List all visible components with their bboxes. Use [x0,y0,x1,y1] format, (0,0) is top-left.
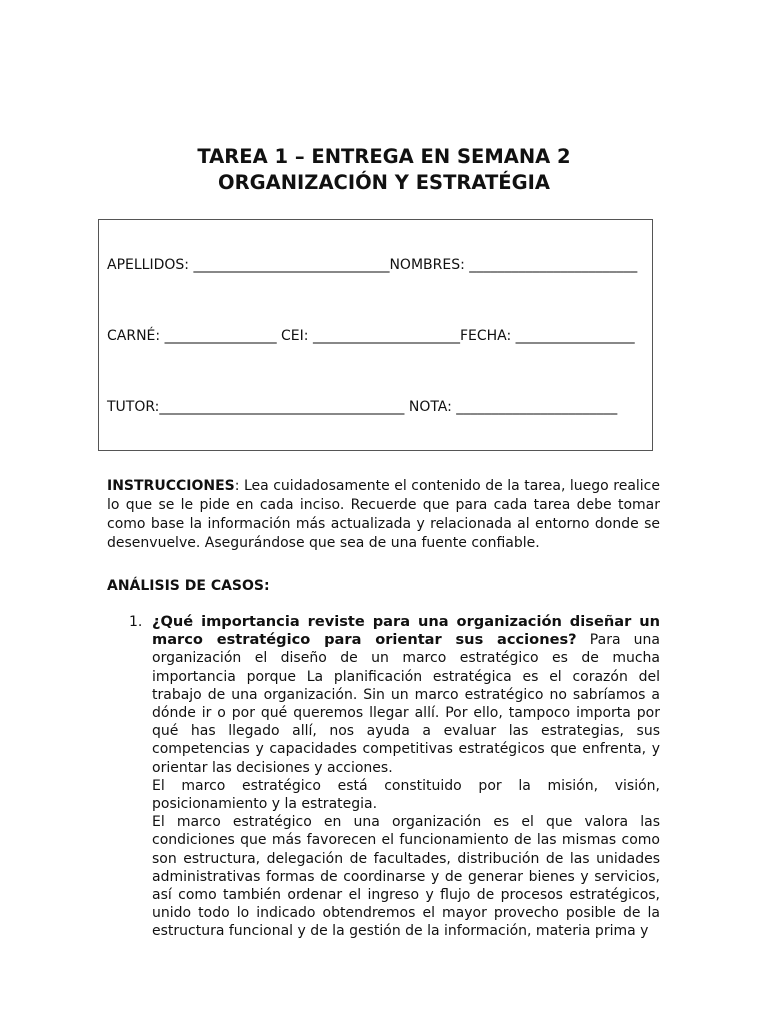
case-item-number: 1. [129,614,143,630]
fecha-field[interactable]: : _________________ [506,328,635,344]
student-info-box [98,219,653,451]
instructions-label: INSTRUCCIONES [107,478,235,494]
tutor-field[interactable]: :___________________________________ [154,399,409,415]
carne-field[interactable]: : ________________ [155,328,282,344]
cei-label: CEI [281,328,304,344]
cei-field[interactable]: : _____________________ [303,328,460,344]
nota-label: NOTA [408,399,448,415]
apellidos-field[interactable]: : ____________________________ [184,257,390,273]
nota-field[interactable]: : _______________________ [447,399,618,415]
nombres-label: NOMBRES [389,257,461,273]
case-answer-paragraph-1 [152,613,660,777]
fecha-label: FECHA [459,328,507,344]
case-answer-intro: Para una organización el diseño de un marco estratégico es de mucha importancia porque La planificación estratégica es el corazón del trabajo de una organización. Sin un marco estratégico no sabríamos a dónde ir o por qué queremos llegar allí. Por ello, tampoco importa por qué has llegado allí, nos ayuda a evaluar las estrategias, sus competencias y capacidades competitivas estratégicos que enfrenta, y orientar las decisiones y acciones. [152,632,660,776]
case-answer-paragraph-2: El marco estratégico está constituido por la misión, visión, posicionamiento y la estrategia. [152,777,660,813]
instructions-text: : Lea cuidadosamente el contenido de la tarea, luego realice lo que se le pide en cada inciso. Recuerde que para cada tarea debe tomar como base la información más actualizada y relacionada al entorno donde se desenvuelve. Asegurándose que sea de una fuente confiable. [107,478,660,551]
apellidos-label: APELLIDOS [107,257,185,273]
carne-label: CARNÉ [107,328,156,344]
carne-cei-fecha-row [107,327,647,345]
document-subtitle: ORGANIZACIÓN Y ESTRATÉGIA [218,171,550,194]
apellidos-nombres-row [107,256,647,274]
case-item [152,613,660,941]
tutor-label: TUTOR [107,399,155,415]
analysis-heading: ANÁLISIS DE CASOS: [107,578,270,594]
case-question: ¿Qué importancia reviste para una organización diseñar un marco estratégico para orientar sus acciones? [152,613,660,649]
instructions-paragraph [107,477,660,553]
nombres-field[interactable]: : ________________________ [460,257,638,273]
case-answer-paragraph-3: El marco estratégico en una organización es el que valora las condiciones que más favorecen el funcionamiento de las mismas como son estructura, delegación de facultades, distribución de las unidades administrativas formas de coordinarse y de generar bienes y servicios, así como también ordenar el ingreso y flujo de procesos estratégicos, unido todo lo indicado obtendremos el mayor provecho posible de la estructura funcional y de la gestión de la información, materia prima y [152,814,660,940]
document-title: TAREA 1 – ENTREGA EN SEMANA 2 [197,145,571,168]
tutor-nota-row [107,398,647,416]
